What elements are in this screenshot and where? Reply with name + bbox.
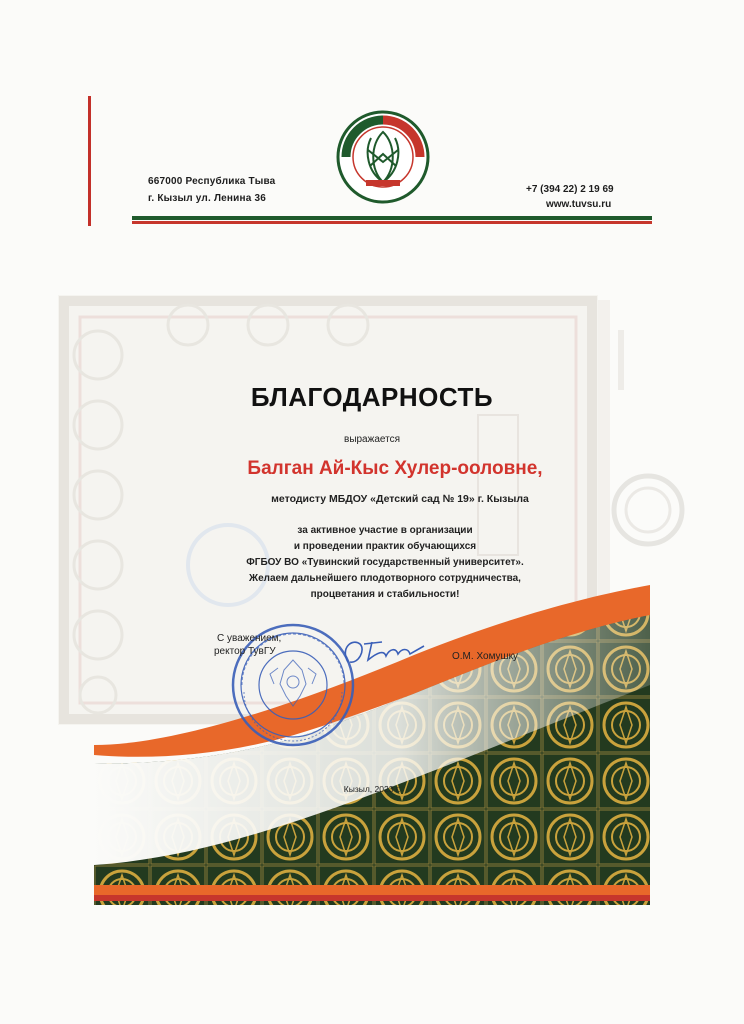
header-divider-green <box>132 216 652 220</box>
body-line: за активное участие в организации <box>297 525 473 536</box>
body-line: процветания и стабильности! <box>310 589 460 600</box>
header-phone: +7 (394 22) 2 19 69 <box>526 184 614 195</box>
certificate-title: БЛАГОДАРНОСТЬ <box>250 382 494 412</box>
header-address-line1: 667000 Республика Тыва <box>148 176 276 187</box>
body-line: ФГБОУ ВО «Тувинский государственный университет». <box>246 557 524 568</box>
certificate-body <box>0 523 744 603</box>
header-address-line2: г. Кызыл ул. Ленина 36 <box>148 193 267 204</box>
rector-signature <box>338 634 428 670</box>
body-line: Желаем дальнейшего плодотворного сотрудничества, <box>249 573 521 584</box>
expressed-text: выражается <box>344 434 400 445</box>
body-line: и проведении практик обучающихся <box>293 541 477 552</box>
header-website: www.tuvsu.ru <box>546 199 612 210</box>
university-logo-icon <box>336 110 430 204</box>
header-accent-bar <box>88 96 91 226</box>
recipient-position: методисту МБДОУ «Детский сад № 19» г. Кызыла <box>271 493 529 505</box>
header-divider-red <box>132 221 652 224</box>
place-and-date: Кызыл, 2023 г. <box>343 784 401 794</box>
decorative-ornament-band <box>94 585 650 905</box>
signatory-name: О.М. Хомушку <box>452 651 519 662</box>
recipient-name: Балган Ай-Кыс Хулер-ооловне, <box>247 458 543 479</box>
signature-regards: С уважением, <box>217 633 282 644</box>
signature-role: ректор ТувГУ <box>214 646 276 657</box>
